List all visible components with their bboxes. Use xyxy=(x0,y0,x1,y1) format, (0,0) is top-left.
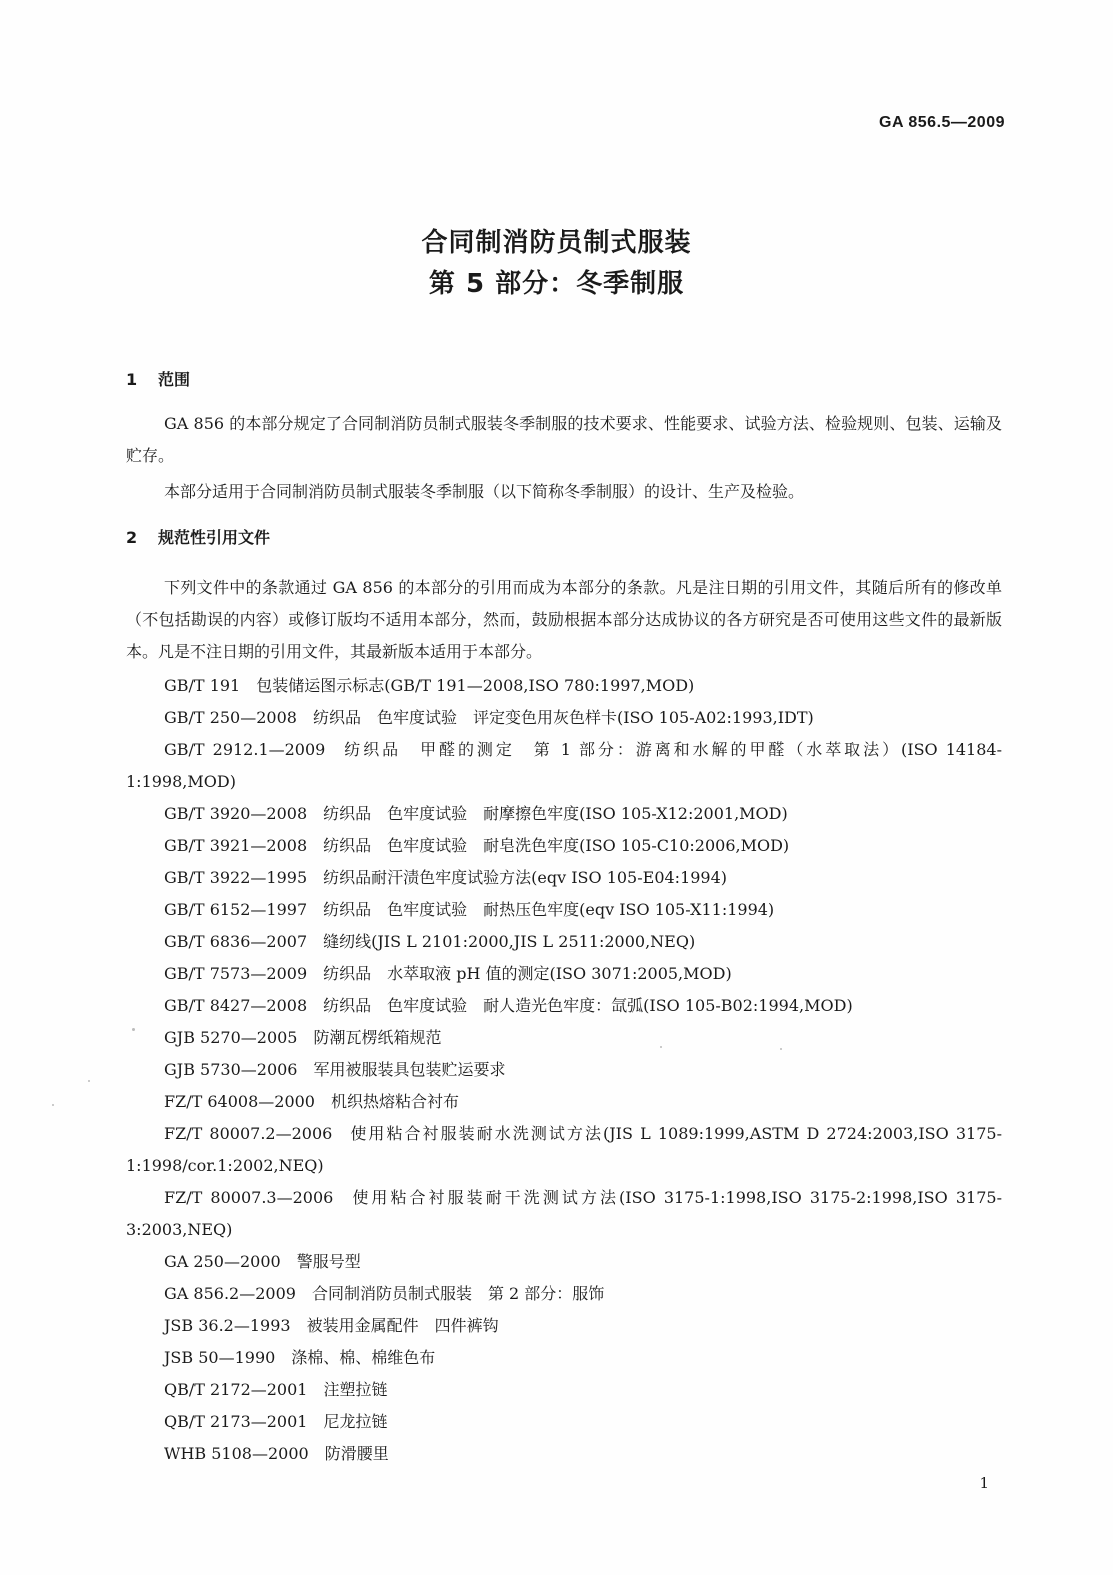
reference-code: GB/T 6152—1997 xyxy=(164,900,308,919)
reference-item xyxy=(126,702,1002,734)
reference-title: 合同制消防员制式服装 第 2 部分：服饰 xyxy=(311,1284,605,1303)
reference-title: 纺织品 水萃取液 pH 值的测定(ISO 3071:2005,MOD) xyxy=(323,964,732,983)
reference-item xyxy=(126,1246,1002,1278)
section-number: 2 xyxy=(126,528,138,547)
reference-item xyxy=(126,1406,1002,1438)
reference-code: JSB 36.2—1993 xyxy=(164,1316,291,1335)
reference-title: 纺织品 色牢度试验 耐人造光色牢度：氙弧(ISO 105-B02:1994,MOD) xyxy=(323,996,853,1015)
reference-code: QB/T 2172—2001 xyxy=(164,1380,308,1399)
reference-item xyxy=(126,1086,1002,1118)
reference-code: GB/T 191 xyxy=(164,676,241,695)
section-2-paragraph-1: 下列文件中的条款通过 GA 856 的本部分的引用而成为本部分的条款。凡是注日期的引用文件，其随后所有的修改单（不包括勘误的内容）或修订版均不适用本部分，然而，鼓励根据本部分达成协议的各方研究是否可使用这些文件的最新版本。凡是不注日期的引用文件，其最新版本适用于本部分。 xyxy=(126,578,1002,661)
reference-code: GB/T 2912.1—2009 xyxy=(164,740,326,759)
reference-item xyxy=(126,1438,1002,1470)
section-title: 范围 xyxy=(158,370,191,389)
reference-code: GB/T 3920—2008 xyxy=(164,804,308,823)
scan-speck xyxy=(660,1046,662,1048)
reference-title: 使用粘合衬服装耐干洗测试方法(ISO 3175-1:1998,ISO 3175-2:1998,ISO 3175-3:2003,NEQ) xyxy=(126,1188,1003,1239)
reference-item xyxy=(126,1374,1002,1406)
reference-item xyxy=(126,990,1002,1022)
reference-item xyxy=(126,1310,1002,1342)
reference-code: GJB 5730—2006 xyxy=(164,1060,298,1079)
reference-item xyxy=(126,894,1002,926)
reference-title: 警服号型 xyxy=(296,1252,361,1271)
reference-item xyxy=(126,734,1002,798)
reference-code: GB/T 7573—2009 xyxy=(164,964,308,983)
reference-title: 缝纫线(JIS L 2101:2000,JIS L 2511:2000,NEQ) xyxy=(323,932,696,951)
reference-title: 纺织品耐汗渍色牢度试验方法(eqv ISO 105-E04:1994) xyxy=(323,868,728,887)
section-1-heading xyxy=(126,368,190,392)
reference-title: 纺织品 色牢度试验 耐热压色牢度(eqv ISO 105-X11:1994) xyxy=(323,900,775,919)
standard-code: GA 856.5—2009 xyxy=(879,114,1005,131)
reference-item xyxy=(126,926,1002,958)
reference-item xyxy=(126,862,1002,894)
reference-title: 使用粘合衬服装耐水洗测试方法(JIS L 1089:1999,ASTM D 2724:2003,ISO 3175-1:1998/cor.1:2002,NEQ) xyxy=(126,1124,1003,1175)
reference-title: 尼龙拉链 xyxy=(323,1412,388,1431)
reference-title: 防潮瓦楞纸箱规范 xyxy=(313,1028,442,1047)
reference-title: 纺织品 色牢度试验 耐摩擦色牢度(ISO 105-X12:2001,MOD) xyxy=(323,804,788,823)
reference-title: 纺织品 色牢度试验 评定变色用灰色样卡(ISO 105-A02:1993,IDT) xyxy=(312,708,814,727)
reference-title: 包装储运图示标志(GB/T 191—2008,ISO 780:1997,MOD) xyxy=(256,676,695,695)
scan-speck xyxy=(132,1028,135,1031)
reference-code: FZ/T 80007.2—2006 xyxy=(164,1124,333,1143)
reference-code: GJB 5270—2005 xyxy=(164,1028,298,1047)
reference-title: 防滑腰里 xyxy=(324,1444,389,1463)
reference-item xyxy=(126,1118,1002,1182)
section-2-heading xyxy=(126,526,270,550)
section-number: 1 xyxy=(126,370,138,389)
section-1-paragraph-1: GA 856 的本部分规定了合同制消防员制式服装冬季制服的技术要求、性能要求、试验方法、检验规则、包装、运输及贮存。 xyxy=(126,414,1002,465)
reference-item xyxy=(126,1054,1002,1086)
reference-code: JSB 50—1990 xyxy=(164,1348,276,1367)
scan-speck xyxy=(780,1048,782,1050)
reference-item xyxy=(126,1182,1002,1246)
reference-item xyxy=(126,1022,1002,1054)
reference-item xyxy=(126,1278,1002,1310)
page-number: 1 xyxy=(979,1474,989,1492)
reference-code: GB/T 250—2008 xyxy=(164,708,297,727)
reference-code: WHB 5108—2000 xyxy=(164,1444,309,1463)
reference-title: 被装用金属配件 四件裤钩 xyxy=(306,1316,499,1335)
document-title-line-1: 合同制消防员制式服装 xyxy=(421,228,692,258)
reference-item xyxy=(126,798,1002,830)
reference-title: 注塑拉链 xyxy=(323,1380,388,1399)
reference-code: FZ/T 80007.3—2006 xyxy=(164,1188,334,1207)
section-title: 规范性引用文件 xyxy=(158,528,271,547)
normative-references-list xyxy=(126,670,1002,1470)
reference-title: 军用被服装具包装贮运要求 xyxy=(313,1060,506,1079)
reference-item xyxy=(126,958,1002,990)
reference-code: GB/T 3922—1995 xyxy=(164,868,308,887)
reference-code: GB/T 6836—2007 xyxy=(164,932,308,951)
reference-code: GB/T 3921—2008 xyxy=(164,836,308,855)
reference-title: 机织热熔粘合衬布 xyxy=(330,1092,459,1111)
scan-speck xyxy=(52,1104,54,1106)
reference-item xyxy=(126,830,1002,862)
reference-code: FZ/T 64008—2000 xyxy=(164,1092,315,1111)
reference-title: 纺织品 色牢度试验 耐皂洗色牢度(ISO 105-C10:2006,MOD) xyxy=(323,836,790,855)
reference-code: GA 856.2—2009 xyxy=(164,1284,296,1303)
reference-item xyxy=(126,670,1002,702)
document-title-line-2: 第 5 部分：冬季制服 xyxy=(428,269,685,299)
reference-title: 涤棉、棉、棉维色布 xyxy=(291,1348,436,1367)
reference-code: GA 250—2000 xyxy=(164,1252,281,1271)
reference-title: 纺织品 甲醛的测定 第 1 部分：游离和水解的甲醛（水萃取法）(ISO 14184-1:1998,MOD) xyxy=(126,740,1003,791)
reference-item xyxy=(126,1342,1002,1374)
scan-speck xyxy=(88,1080,90,1082)
reference-code: GB/T 8427—2008 xyxy=(164,996,308,1015)
reference-code: QB/T 2173—2001 xyxy=(164,1412,308,1431)
section-1-paragraph-2: 本部分适用于合同制消防员制式服装冬季制服（以下简称冬季制服）的设计、生产及检验。 xyxy=(164,482,805,501)
